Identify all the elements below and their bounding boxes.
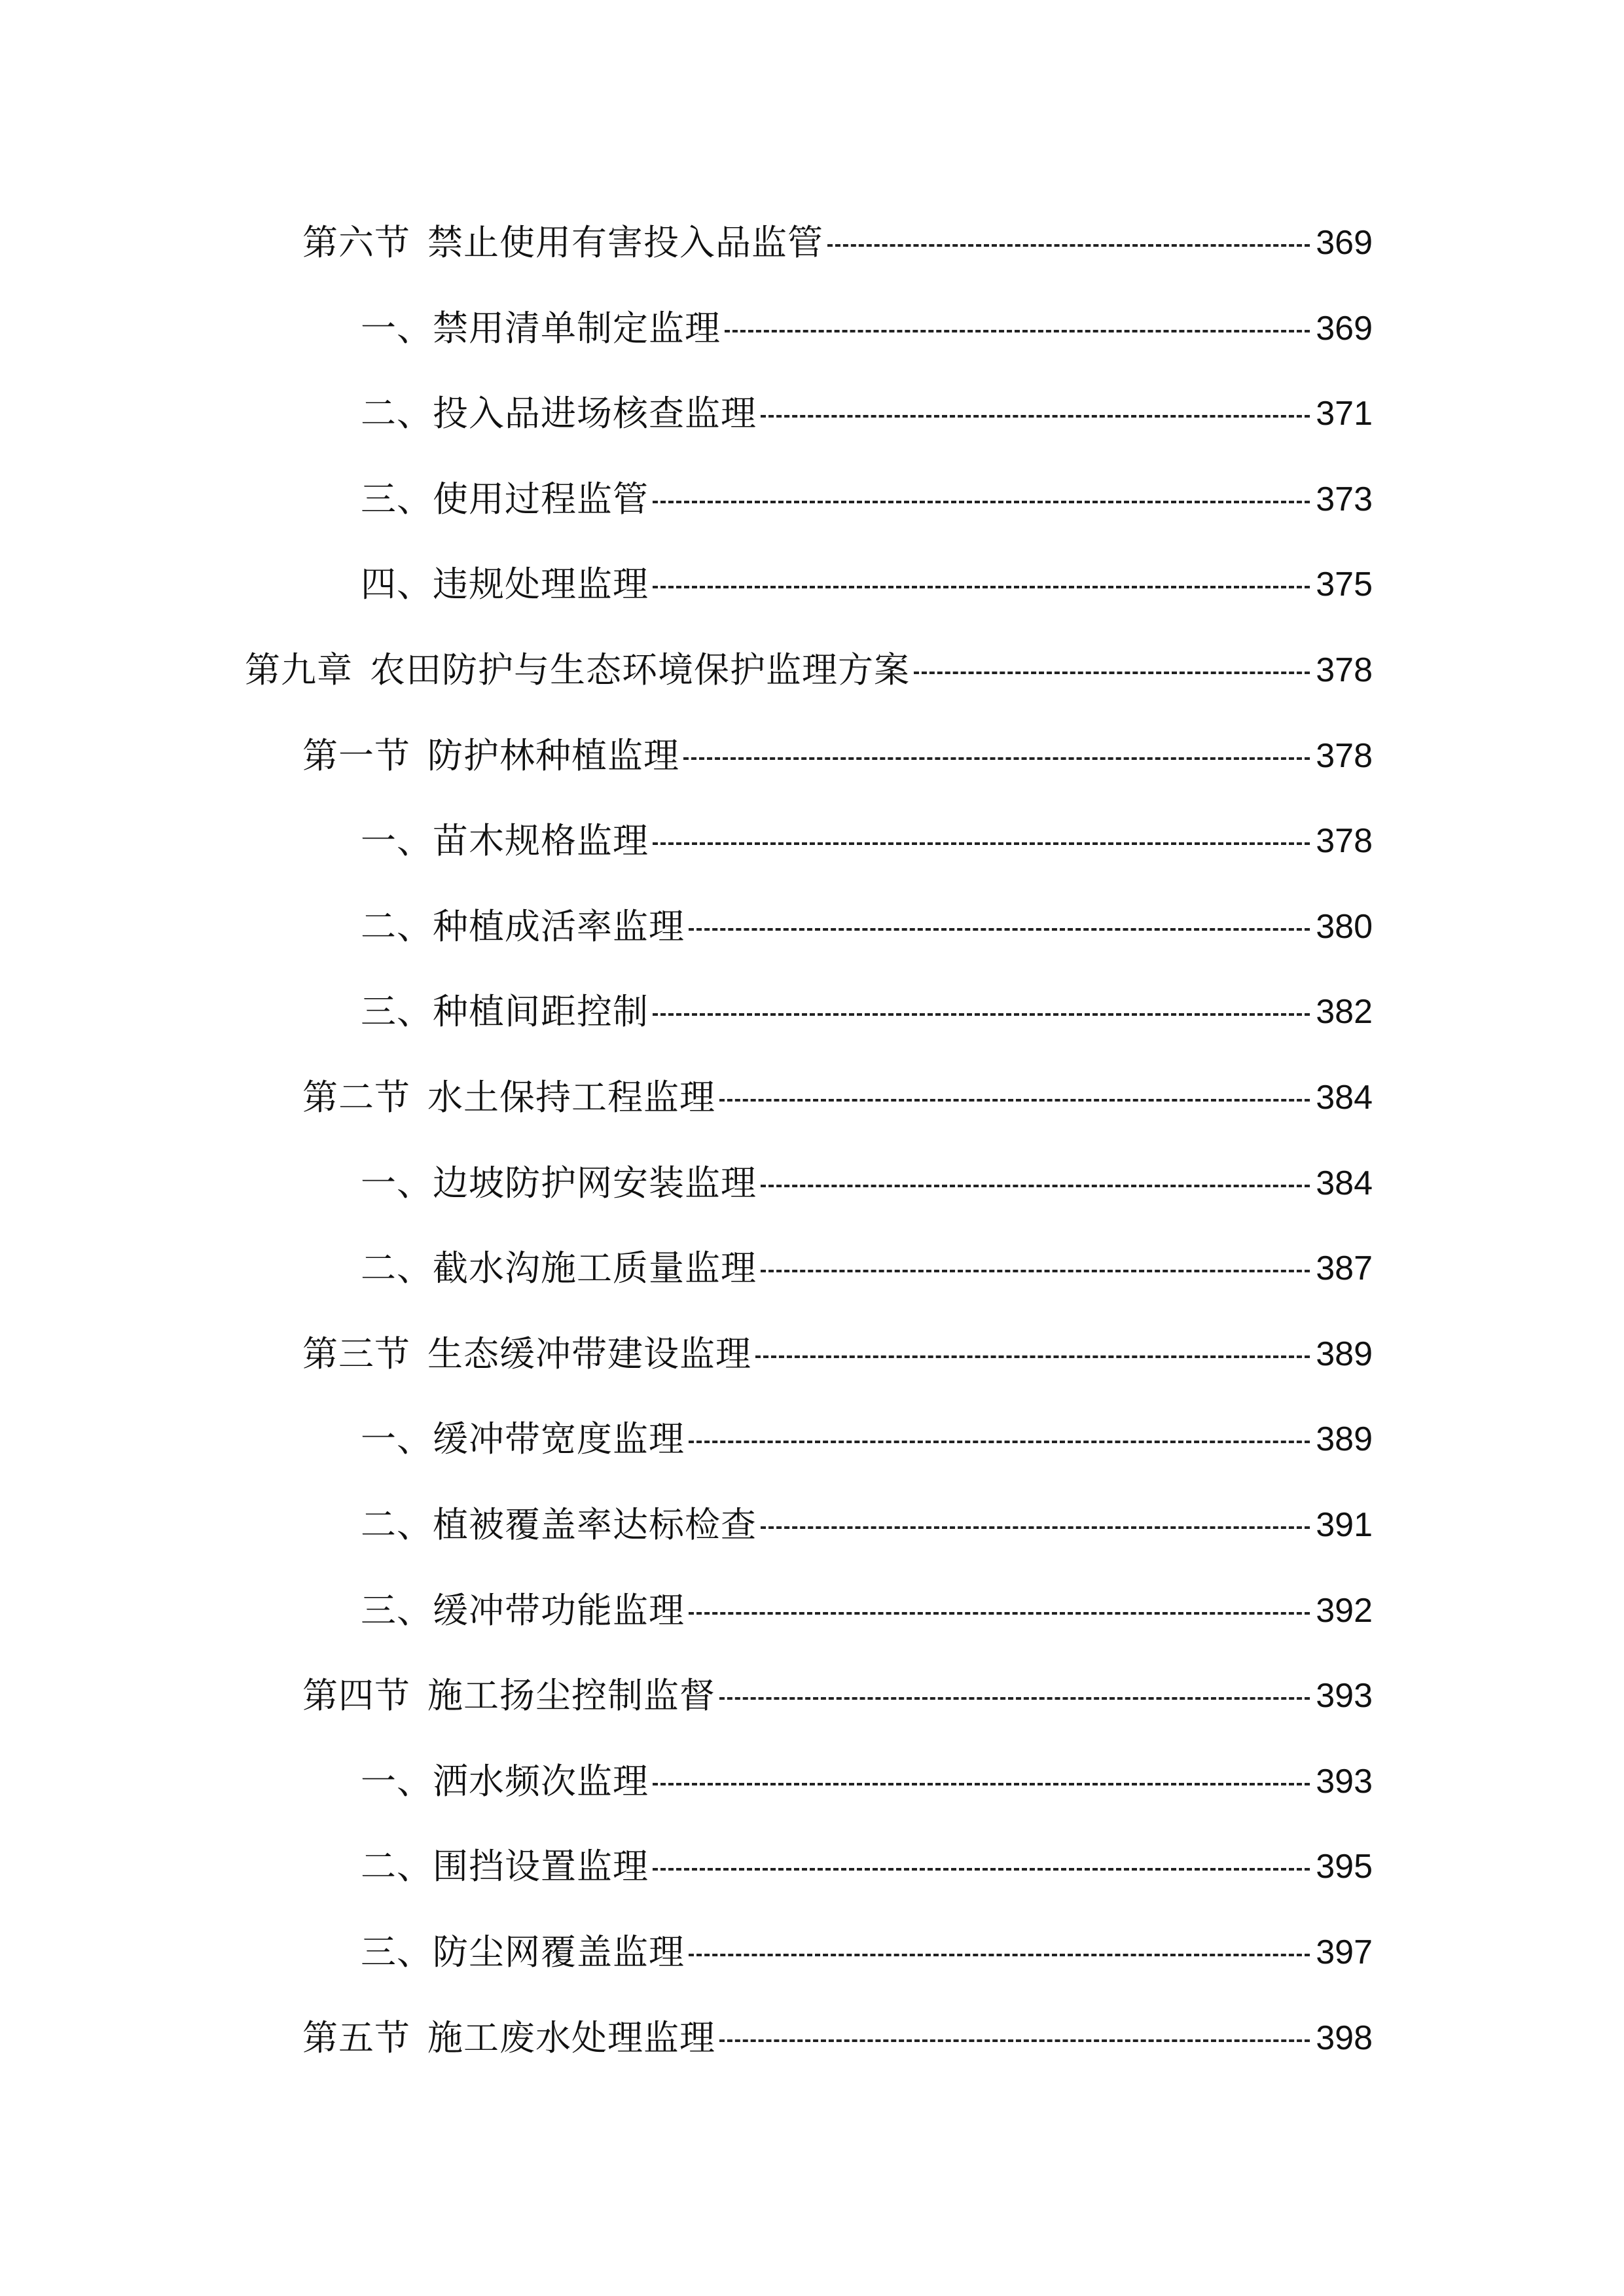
toc-page-number: 395 [1316, 1848, 1373, 1886]
toc-entry-number: 第四节 [302, 1675, 410, 1716]
dotted-leader [755, 1355, 1310, 1358]
toc-entry-section[interactable] [302, 2002, 1373, 2074]
toc-entry-subsection[interactable] [361, 1489, 1373, 1561]
toc-entry-label [302, 1318, 751, 1390]
toc-page-number: 392 [1316, 1592, 1373, 1630]
toc-entry-title: 一、边坡防护网安装监理 [361, 1162, 757, 1204]
dotted-leader [719, 2039, 1310, 2042]
dotted-leader [761, 1526, 1310, 1529]
toc-entry-label [302, 207, 823, 279]
toc-page-number: 382 [1316, 993, 1373, 1031]
toc-page-number: 391 [1316, 1506, 1373, 1544]
toc-page-number: 375 [1316, 565, 1373, 603]
toc-entry-title: 禁止使用有害投入品监管 [427, 222, 823, 263]
dotted-leader [761, 1270, 1310, 1272]
toc-entry-label [361, 1489, 757, 1561]
dotted-leader [689, 1612, 1310, 1615]
dotted-leader [689, 928, 1310, 931]
toc-entry-title: 施工扬尘控制监督 [427, 1675, 715, 1716]
toc-page-number: 369 [1316, 224, 1373, 262]
toc-entry-label [302, 1062, 715, 1134]
toc-entry-label [302, 2002, 715, 2074]
toc-entry-title: 生态缓冲带建设监理 [427, 1333, 751, 1374]
toc-page-number: 378 [1316, 651, 1373, 689]
dotted-leader [653, 1783, 1310, 1785]
toc-entry-label [361, 891, 685, 963]
toc-entry-number: 第六节 [302, 222, 410, 263]
toc-entry-subsection[interactable] [361, 548, 1373, 620]
dotted-leader [653, 586, 1310, 588]
toc-entry-title: 三、防尘网覆盖监理 [361, 1931, 685, 1973]
toc-entry-label [361, 1831, 649, 1903]
toc-entry-label [361, 1746, 649, 1818]
toc-entry-label [361, 548, 649, 620]
dotted-leader [689, 1954, 1310, 1956]
toc-entry-label [302, 1660, 715, 1732]
dotted-leader [653, 842, 1310, 845]
toc-entry-label [361, 976, 649, 1048]
toc-entry-label [361, 1147, 757, 1219]
toc-entry-subsection[interactable] [361, 1147, 1373, 1219]
toc-entry-subsection[interactable] [361, 1403, 1373, 1475]
dotted-leader [719, 1099, 1310, 1102]
dotted-leader [719, 1697, 1310, 1700]
dotted-leader [653, 501, 1310, 503]
dotted-leader [683, 757, 1310, 760]
toc-entry-subsection[interactable] [361, 976, 1373, 1048]
toc-entry-title: 二、投入品进场核查监理 [361, 393, 757, 434]
dotted-leader [761, 415, 1310, 418]
toc-entry-subsection[interactable] [361, 891, 1373, 963]
toc-entry-label [245, 634, 910, 706]
toc-entry-title: 施工废水处理监理 [427, 2017, 715, 2058]
toc-entry-label [302, 720, 679, 792]
toc-entry-number: 第一节 [302, 735, 410, 776]
toc-page-number: 393 [1316, 1677, 1373, 1715]
toc-page-number: 389 [1316, 1420, 1373, 1458]
toc-entry-label [361, 378, 757, 450]
toc-entry-subsection[interactable] [361, 378, 1373, 450]
toc-entry-title: 二、植被覆盖率达标检查 [361, 1504, 757, 1545]
toc-entry-subsection[interactable] [361, 1746, 1373, 1818]
dotted-leader [725, 330, 1310, 332]
toc-entry-label [361, 463, 649, 535]
toc-entry-subsection[interactable] [361, 463, 1373, 535]
toc-page-number: 384 [1316, 1164, 1373, 1202]
toc-entry-title: 三、使用过程监管 [361, 478, 649, 520]
dotted-leader [653, 1013, 1310, 1016]
toc-entry-subsection[interactable] [361, 1831, 1373, 1903]
toc-entry-title: 一、洒水频次监理 [361, 1761, 649, 1802]
toc-entry-subsection[interactable] [361, 1916, 1373, 1988]
toc-entry-section[interactable] [302, 207, 1373, 279]
dotted-leader [827, 244, 1310, 247]
toc-entry-section[interactable] [302, 720, 1373, 792]
toc-entry-section[interactable] [302, 1660, 1373, 1732]
toc-entry-label [361, 1575, 685, 1647]
toc-entry-title: 二、围挡设置监理 [361, 1846, 649, 1887]
toc-entry-subsection[interactable] [361, 805, 1373, 877]
toc-entry-subsection[interactable] [361, 293, 1373, 365]
toc-page-number: 378 [1316, 822, 1373, 860]
toc-entry-title: 一、苗木规格监理 [361, 820, 649, 861]
toc-entry-title: 二、种植成活率监理 [361, 906, 685, 947]
toc-entry-title: 一、禁用清单制定监理 [361, 308, 721, 349]
toc-page-number: 369 [1316, 310, 1373, 348]
table-of-contents [0, 207, 1624, 2105]
toc-entry-subsection[interactable] [361, 1575, 1373, 1647]
toc-entry-number: 第三节 [302, 1333, 410, 1374]
toc-entry-title: 四、违规处理监理 [361, 564, 649, 605]
toc-entry-title: 三、种植间距控制 [361, 991, 649, 1032]
toc-page-number: 373 [1316, 480, 1373, 518]
toc-entry-section[interactable] [302, 1318, 1373, 1390]
toc-entry-subsection[interactable] [361, 1232, 1373, 1304]
toc-page-number: 389 [1316, 1335, 1373, 1373]
toc-entry-title: 一、缓冲带宽度监理 [361, 1418, 685, 1460]
toc-entry-chapter[interactable] [245, 634, 1373, 706]
toc-entry-title: 三、缓冲带功能监理 [361, 1590, 685, 1631]
toc-entry-number: 第五节 [302, 2017, 410, 2058]
toc-entry-label [361, 1916, 685, 1988]
toc-page-number: 397 [1316, 1933, 1373, 1971]
toc-entry-title: 水土保持工程监理 [427, 1077, 715, 1118]
toc-page-number: 393 [1316, 1763, 1373, 1801]
toc-entry-section[interactable] [302, 1062, 1373, 1134]
toc-entry-label [361, 293, 721, 365]
toc-entry-title: 农田防护与生态环境保护监理方案 [370, 649, 910, 691]
toc-entry-label [361, 805, 649, 877]
dotted-leader [761, 1185, 1310, 1187]
toc-entry-number: 第二节 [302, 1077, 410, 1118]
toc-entry-label [361, 1232, 757, 1304]
toc-page-number: 380 [1316, 908, 1373, 946]
toc-page-number: 387 [1316, 1249, 1373, 1287]
toc-entry-label [361, 1403, 685, 1475]
toc-entry-number: 第九章 [245, 649, 353, 691]
dotted-leader [689, 1441, 1310, 1443]
toc-page-number: 398 [1316, 2019, 1373, 2057]
dotted-leader [653, 1868, 1310, 1871]
toc-page-number: 384 [1316, 1079, 1373, 1117]
toc-page-number: 371 [1316, 395, 1373, 433]
toc-entry-title: 防护林种植监理 [427, 735, 679, 776]
dotted-leader [914, 672, 1310, 674]
toc-page-number: 378 [1316, 737, 1373, 775]
toc-entry-title: 二、截水沟施工质量监理 [361, 1247, 757, 1289]
